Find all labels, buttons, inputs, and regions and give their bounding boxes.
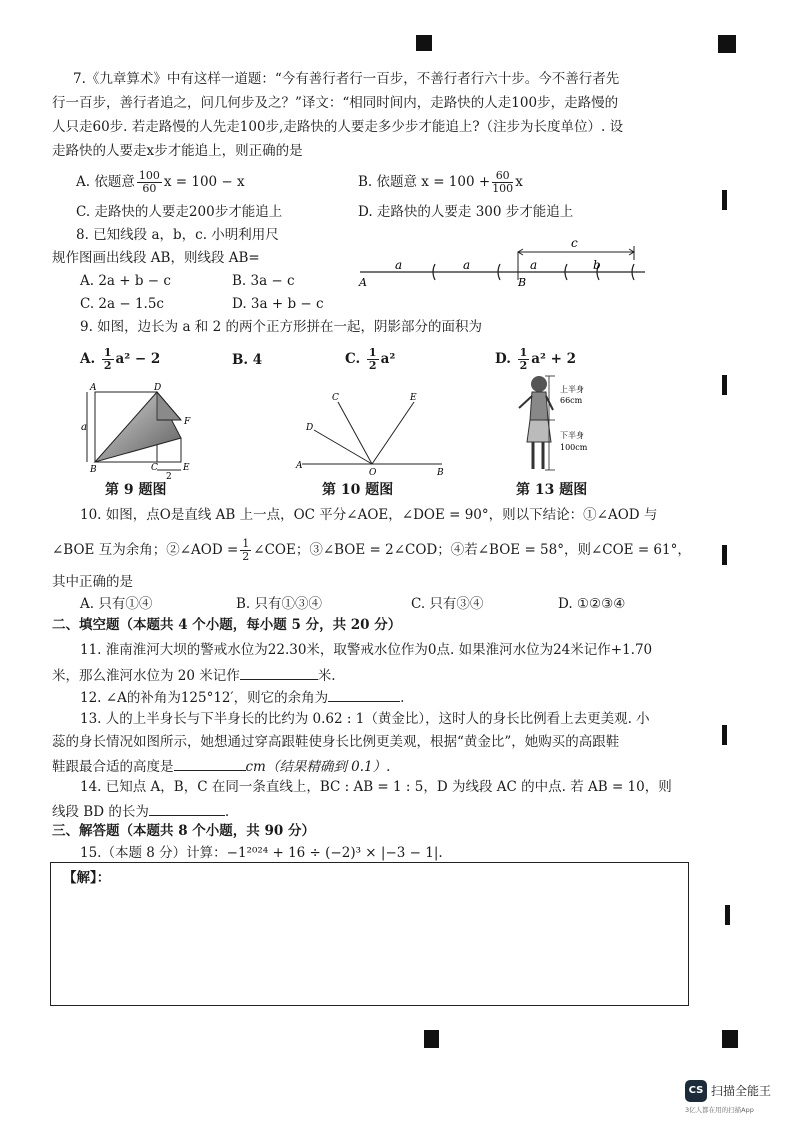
figure-9-caption: 第 9 题图 xyxy=(105,482,167,498)
label-c: c xyxy=(571,236,578,250)
label-a: a xyxy=(530,258,538,272)
label-a: a xyxy=(395,258,403,272)
q8-line-2: 规作图画出线段 AB，则线段 AB= xyxy=(52,250,260,266)
fraction: $\frac{1}{2}$ xyxy=(103,346,112,372)
q14-line-2: 线段 BD 的长为 . xyxy=(52,801,229,821)
answer-blank[interactable] xyxy=(328,687,400,702)
section-3-heading: 三、解答题（本题共 8 个小题，共 90 分） xyxy=(52,823,315,839)
q7-line-3: 人只走60步. 若走路慢的人先走100步,走路快的人要走多少步才能追上?（注步为长度单位）. 设 xyxy=(52,119,624,135)
q10-option-c: C. 只有③④ xyxy=(411,596,484,612)
registration-mark xyxy=(722,190,727,210)
point-a: A xyxy=(90,383,97,393)
q12-line: 12. ∠A的补角为125°12′，则它的余角为 . xyxy=(80,687,404,707)
upper-body-label: 上半身 xyxy=(560,385,584,394)
q10-line-1: 10. 如图，点O是直线 AB 上一点，OC 平分∠AOE，∠DOE = 90°，则以下结论：①∠AOD 与 xyxy=(80,507,658,523)
q9-option-d: D. $\frac{1}{2}$ a² + 2 xyxy=(495,346,577,372)
q13-line-3: 鞋跟最合适的高度是 cm（结果精确到 0.1）. xyxy=(52,756,390,776)
q7-line-4: 走路快的人要走x步才能追上，则正确的是 xyxy=(52,143,303,159)
q8-option-c: C. 2a − 1.5c xyxy=(80,296,164,312)
label-a: a xyxy=(81,422,87,433)
point-c: C xyxy=(151,463,158,473)
q8-option-d: D. 3a + b − c xyxy=(232,296,324,312)
registration-mark xyxy=(718,35,736,53)
registration-mark xyxy=(416,35,432,51)
registration-mark xyxy=(722,1030,738,1048)
q7-option-c: C. 走路快的人要走200步才能追上 xyxy=(76,204,283,220)
point-o: O xyxy=(369,468,377,478)
q8-segment-figure xyxy=(355,234,655,292)
registration-mark xyxy=(722,725,727,745)
point-a: A xyxy=(296,461,303,471)
q7-option-b: B. 依题意 x = 100 + $\frac{60}{100}$ x xyxy=(358,169,523,195)
fraction: $\frac{60}{100}$ xyxy=(492,169,514,195)
scanner-tagline: 3亿人都在用的扫描App xyxy=(685,1106,754,1114)
q7-line-1: 7.《九章算术》中有这样一道题：“今有善行者行一百步，不善行者行六十步。今不善行者先 xyxy=(73,71,620,87)
point-d: D xyxy=(154,383,162,393)
figure-13 xyxy=(505,370,615,478)
registration-mark xyxy=(424,1030,439,1048)
point-e: E xyxy=(183,463,190,473)
q9-option-c: C. $\frac{1}{2}$ a² xyxy=(345,346,396,372)
q10-line-3: 其中正确的是 xyxy=(52,574,133,590)
answer-blank[interactable] xyxy=(174,756,246,771)
point-f: F xyxy=(184,417,191,427)
q14-line-1: 14. 已知点 A，B，C 在同一条直线上，BC : AB = 1 : 5，D 为线段 AC 的中点. 若 AB = 10，则 xyxy=(80,779,672,795)
answer-blank[interactable] xyxy=(149,801,225,816)
q7-option-d: D. 走路快的人要走 300 步才能追上 xyxy=(358,204,574,220)
q11-line-2: 米，那么淮河水位为 20 米记作 米. xyxy=(52,665,336,685)
figure-10-caption: 第 10 题图 xyxy=(322,482,394,498)
upper-body-value: 66cm xyxy=(560,396,583,405)
fraction: $\frac{1}{2}$ xyxy=(368,346,377,372)
answer-box[interactable] xyxy=(50,862,689,1006)
fraction: $\frac{100}{60}$ xyxy=(138,169,160,195)
figure-13-caption: 第 13 题图 xyxy=(516,482,588,498)
fraction: $\frac{1}{2}$ xyxy=(242,537,250,563)
q15-line: 15.（本题 8 分）计算：−1²⁰²⁴ + 16 ÷ (−2)³ × |−3 − 1|. xyxy=(80,845,443,861)
q10-line-2: ∠BOE 互为余角；②∠AOD = $\frac{1}{2}$ ∠COE；③∠BOE = 2∠COD；④若∠BOE = 58°，则∠COE = 61°， xyxy=(52,537,691,563)
figure-10 xyxy=(292,388,452,478)
point-b: B xyxy=(437,468,444,478)
q10-option-a: A. 只有①④ xyxy=(80,596,153,612)
answer-blank[interactable] xyxy=(240,665,318,680)
lower-body-value: 100cm xyxy=(560,443,588,452)
point-e: E xyxy=(410,393,417,403)
lower-body-label: 下半身 xyxy=(560,431,584,440)
q8-option-a: A. 2a + b − c xyxy=(80,273,171,289)
label-2: 2 xyxy=(166,472,172,480)
answer-label: 【解】： xyxy=(63,870,111,886)
figure-9 xyxy=(78,380,218,480)
q9-option-b: B. 4 xyxy=(232,352,263,368)
q10-option-d: D. ①②③④ xyxy=(558,596,626,612)
q7-option-a: A. 依题意 $\frac{100}{60}$ x = 100 − x xyxy=(76,169,245,195)
registration-mark xyxy=(722,545,727,565)
fraction: $\frac{1}{2}$ xyxy=(519,346,528,372)
q11-line-1: 11. 淮南淮河大坝的警戒水位为22.30米，取警戒水位作为0点. 如果淮河水位为24米记作+1.70 xyxy=(80,642,653,658)
scanner-app-name: 扫描全能王 xyxy=(711,1084,772,1098)
point-b: B xyxy=(90,465,97,475)
q13-line-1: 13. 人的上半身长与下半身长的比约为 0.62 : 1（黄金比），这时人的身长比例看上去更美观. 小 xyxy=(80,711,650,727)
q13-line-2: 蕊的身长情况如图所示，她想通过穿高跟鞋使身长比例更美观，根据“黄金比”，她购买的高跟鞋 xyxy=(52,734,620,750)
registration-mark xyxy=(725,905,730,925)
point-d: D xyxy=(306,423,314,433)
q10-option-b: B. 只有①③④ xyxy=(236,596,323,612)
q8-option-b: B. 3a − c xyxy=(232,273,295,289)
label-a: a xyxy=(463,258,471,272)
scanner-watermark xyxy=(685,1080,789,1116)
q7-line-2: 行一百步，善行者追之，问几何步及之？”译文：“相同时间内，走路快的人走100步，走路慢的 xyxy=(52,95,619,111)
point-b: B xyxy=(518,276,527,289)
scanner-logo: CS xyxy=(685,1080,707,1102)
q9-option-a: A. $\frac{1}{2}$ a² − 2 xyxy=(80,346,161,372)
section-2-heading: 二、填空题（本题共 4 个小题，每小题 5 分，共 20 分） xyxy=(52,617,402,633)
point-c: C xyxy=(332,393,339,403)
q8-line-1: 8. 已知线段 a，b，c. 小明利用尺 xyxy=(76,227,279,243)
point-a: A xyxy=(359,276,367,289)
label-b: b xyxy=(593,258,601,272)
q9-line-1: 9. 如图，边长为 a 和 2 的两个正方形拼在一起，阴影部分的面积为 xyxy=(80,319,482,335)
registration-mark xyxy=(722,375,727,395)
